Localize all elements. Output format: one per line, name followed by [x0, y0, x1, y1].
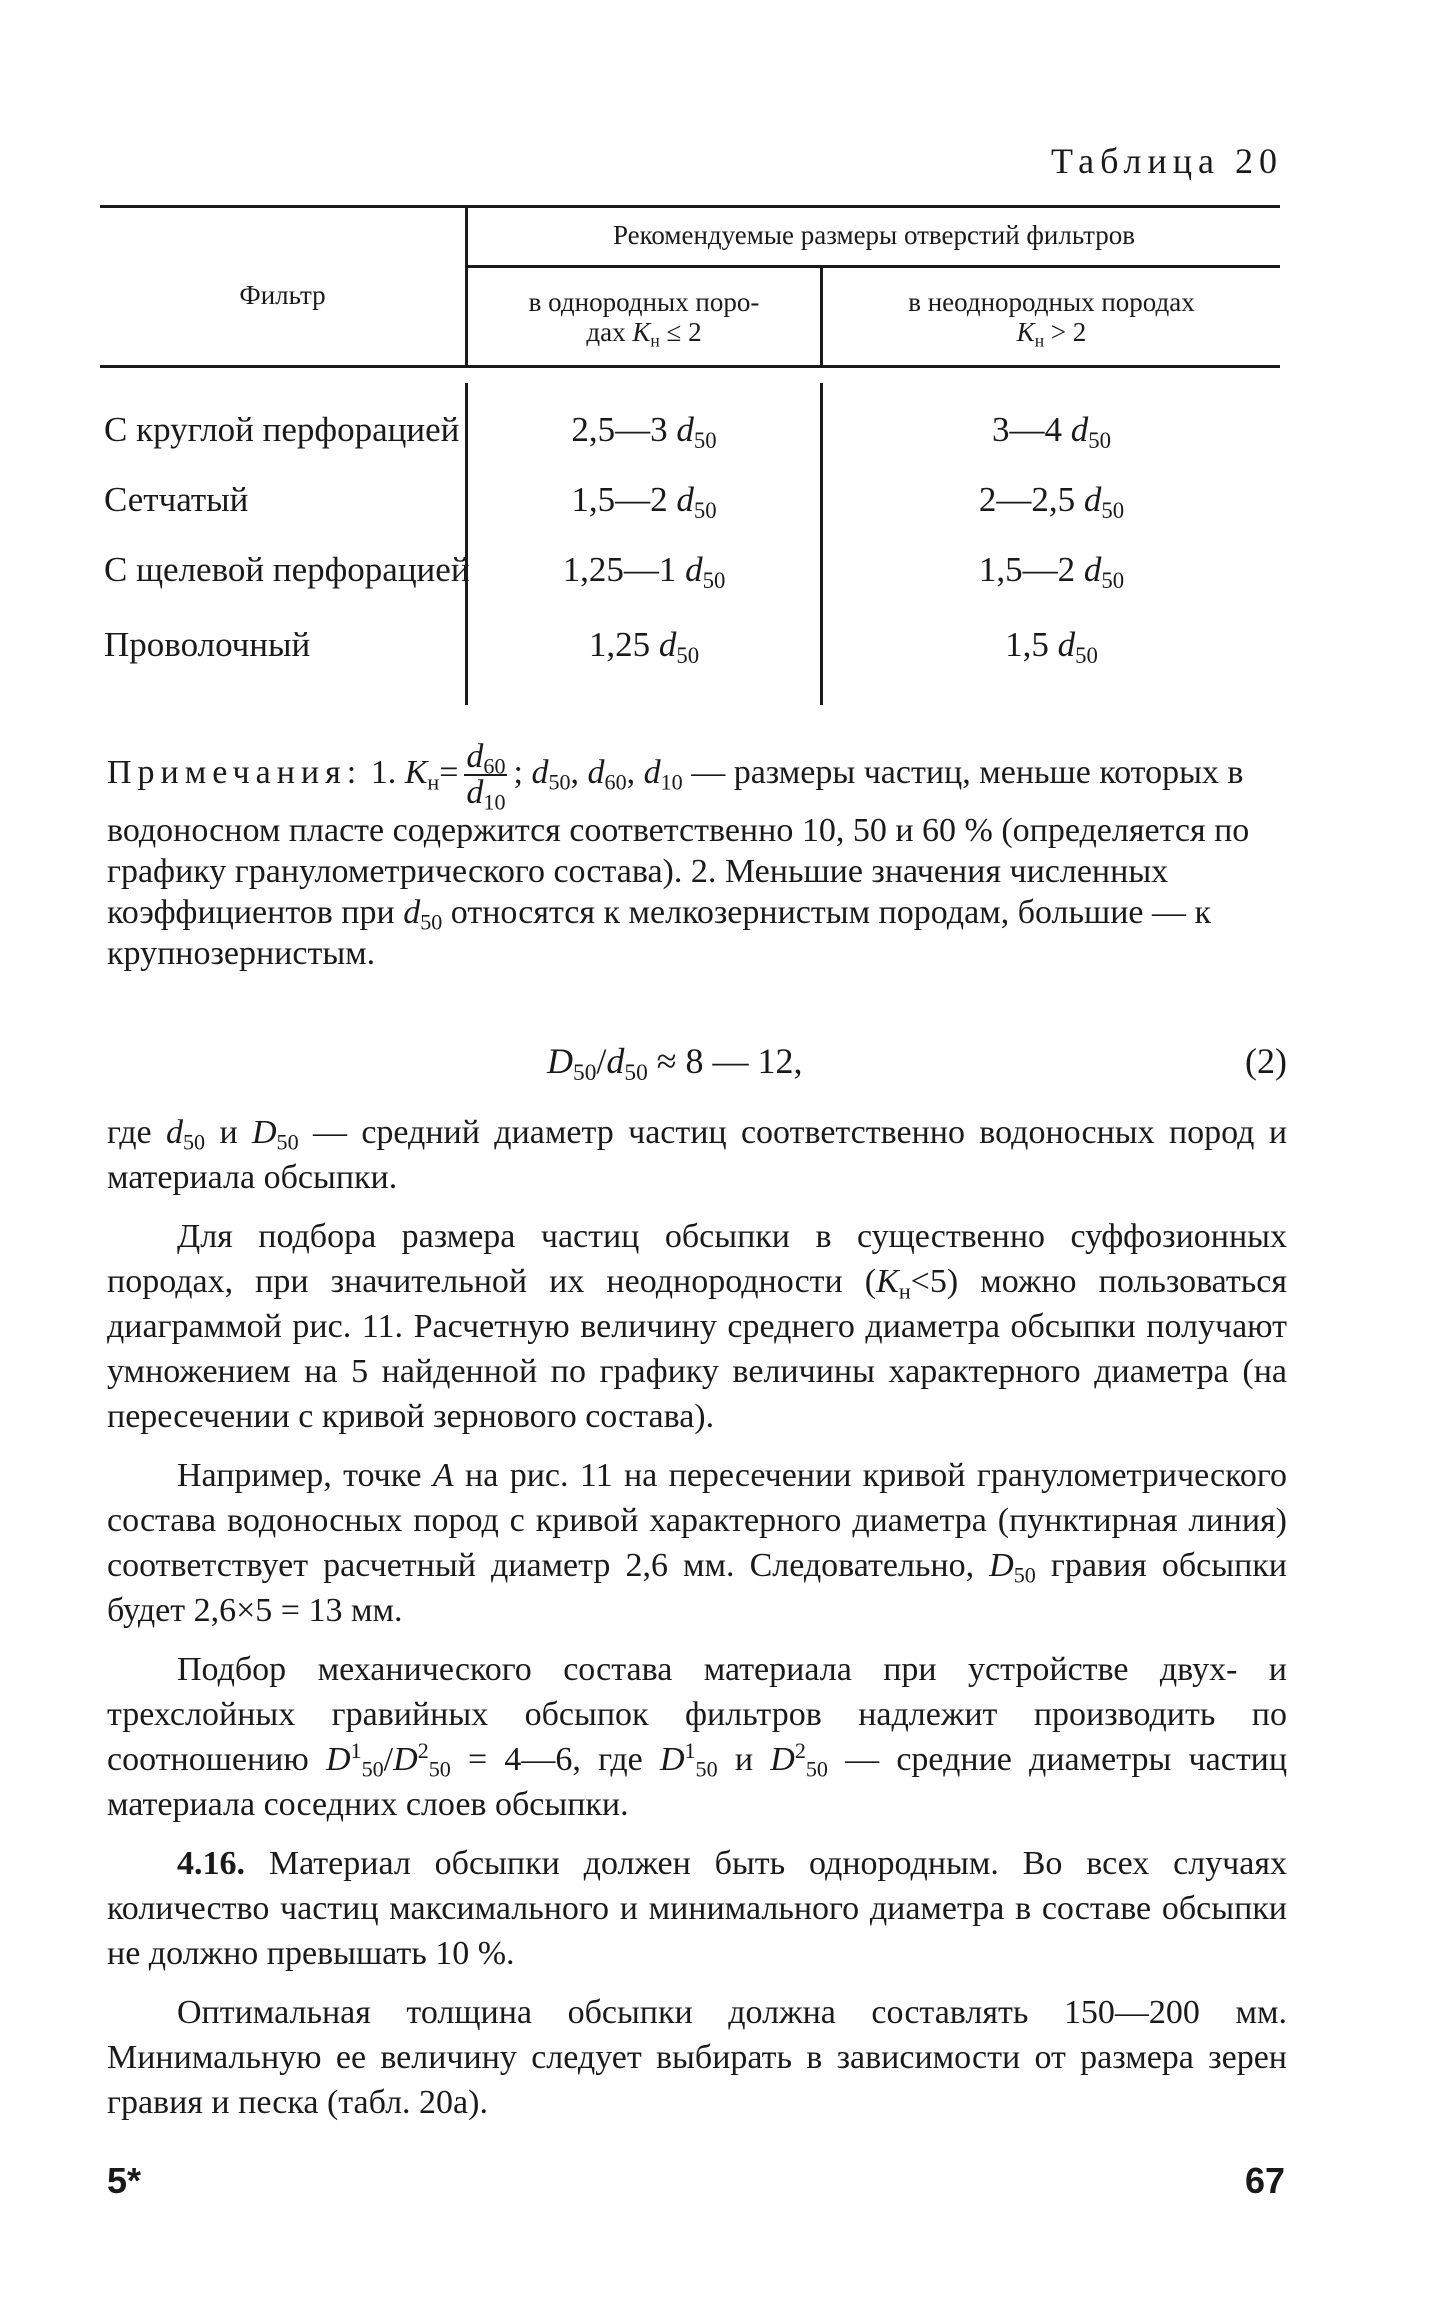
row-label: С щелевой перфорацией: [104, 550, 470, 589]
row-label: Сетчатый: [104, 480, 249, 519]
formula-number: (2): [1245, 1041, 1287, 1081]
paragraph-where: где $d_{50}$ и $D_{50}$ — средний диаметр частиц соответственно водоносных пород и материала обсыпки.: [107, 1114, 1288, 1196]
header-subrule: [467, 265, 1280, 268]
row-label: С круглой перфорацией: [104, 410, 460, 449]
paragraph-selection: Для подбора размера частиц обсыпки в существенно суффозионных породах, при значительной их неоднородности $(K_н<5)$ можно пользоваться диаграммой рис. 11. Расчетную величину среднего диаметра обсыпки получают умножением на 5 найденной по графику величины характерного диаметра (на пересечении с кривой зернового состава).: [107, 1218, 1287, 1435]
cell-heterogeneous: 3—4 $d_{50}$: [992, 410, 1111, 453]
cell-homogeneous: 1,25—1 $d_{50}$: [562, 550, 726, 593]
paragraph-thickness: Оптимальная толщина обсыпки должна составлять 150—200 мм. Минимальную ее величину следует выбирать в зависимости от размера зерен гравия и песка (табл. 20а).: [107, 1994, 1287, 2121]
header-heterogeneous-cond: > 2: [1050, 317, 1087, 347]
cell-heterogeneous: 2—2,5 $d_{50}$: [978, 480, 1125, 523]
cell-homogeneous: 2,5—3 $d_{50}$: [571, 410, 717, 453]
paragraph-example: Например, точке A на рис. 11 на пересечении кривой гранулометрического состава водоносных пород с кривой характерного диаметра (пунктирная линия) соответствует расчетный диаметр 2,6 мм. Следовательно, $D_{50}$ гравия обсыпки будет 2,6×5 = 13 мм.: [107, 1457, 1288, 1629]
k-sub: н: [1034, 330, 1045, 351]
k-symbol: K: [632, 317, 651, 347]
filter-table: [100, 205, 1280, 705]
header-homogeneous-line1: в однородных поро-: [528, 287, 760, 317]
header-heterogeneous-line1: в неоднородных породах: [908, 287, 1195, 317]
paragraph-multilayer: Подбор механического состава материала при устройстве двух- и трехслойных гравийных обсыпок фильтров надлежит производить по соотношению $D^1_{50}/D^2_{50}$ = 4—6, где $D^1_{50}$ и $D^2_{50}$ — средние диаметры частиц материала соседних слоев обсыпки.: [107, 1651, 1288, 1823]
row-label: Проволочный: [104, 625, 311, 664]
table-top-rule: [100, 205, 1280, 208]
signature-mark: 5*: [107, 2160, 142, 2201]
note-1-number: 1.: [370, 753, 397, 791]
page-number: 67: [1244, 2160, 1285, 2201]
header-homogeneous-cond: ≤ 2: [666, 317, 702, 347]
header-homogeneous: [468, 287, 820, 351]
table-caption: Таблица 20: [1051, 141, 1283, 181]
cell-homogeneous: 1,5—2 $d_{50}$: [571, 480, 717, 523]
k-fraction: $\frac{d_{60}}{d_{10}}$: [466, 738, 506, 815]
cell-homogeneous: 1,25 $d_{50}$: [588, 625, 700, 668]
formula-2: [107, 1040, 1287, 1090]
note-1-text: — размеры частиц, меньше которых в водоносном пласте содержится соответственно 10, 50 и 60 % (определяется по графику гранулометрического состава).: [107, 753, 1250, 890]
header-heterogeneous: [823, 287, 1280, 351]
header-filter: Фильтр: [239, 280, 326, 310]
header-recommended: Рекомендуемые размеры отверстий фильтров: [613, 220, 1135, 250]
cell-heterogeneous: 1,5—2 $d_{50}$: [978, 550, 1125, 593]
table-notes: Примечания: 1. $K_н=$ $\frac{d_{60}}{d_{10}}$ ; $d_{50}$, $d_{60}$, $d_{10}$ — размеры частиц, меньше которых в водоносном пласте содержится соответственно 10, 50 и 60 % (определяется по графику гранулометрического состава). 2. Меньшие значения численных коэффициентов при $d_{50}$ относятся к мелкозернистым породам, большие — к крупнозернистым.: [107, 738, 1250, 972]
paragraph-4-16: 4.16. Материал обсыпки должен быть однородным. Во всех случаях количество частиц максимального и минимального диаметра в составе обсыпки не должно превышать 10 %.: [107, 1845, 1288, 1972]
k-symbol: K: [404, 753, 428, 791]
header-homogeneous-line2: дах: [586, 317, 626, 347]
k-symbol: K: [1016, 317, 1035, 347]
cell-heterogeneous: 1,5 $d_{50}$: [1005, 625, 1098, 668]
note-2-end: относятся к мелкозернистым породам, большие — к крупнозернистым.: [107, 894, 1212, 972]
note-2-start: 2. Меньшие значения численных коэффициентов при: [107, 853, 1169, 931]
formula-expression: $D_{50}/d_{50} \approx 8$ — 12,: [547, 1041, 803, 1087]
header-bottom-rule: [100, 365, 1280, 368]
notes-label: Примечания:: [107, 753, 363, 791]
k-sub: н: [650, 330, 660, 351]
body-text: [107, 1110, 1287, 2139]
